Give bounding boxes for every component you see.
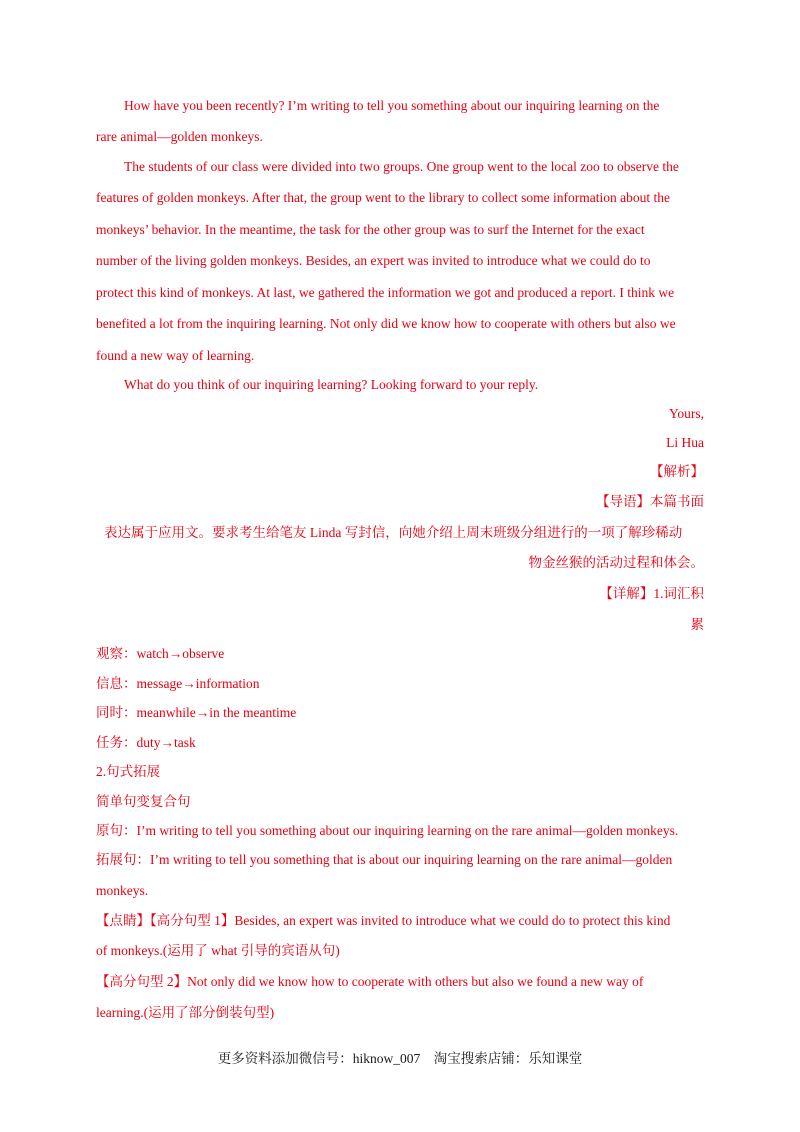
highlight-sentence: learning.(运用了部分倒装句型) [96, 1005, 275, 1020]
page-footer: 更多资料添加微信号：hiknow_007 淘宝搜索店铺：乐知课堂 [217, 1051, 583, 1066]
letter-line: rare animal—golden monkeys. [96, 129, 263, 144]
expanded-sentence: monkeys. [96, 883, 149, 898]
analysis-line: 表达属于应用文。要求考生给笔友 Linda 写封信，向她介绍上周末班级分组进行的一项了解珍稀动 [104, 525, 683, 540]
original-sentence: 原句：I’m writing to tell you something about our inquiring learning on the rare animal—golden monkeys. [96, 823, 679, 838]
highlight-sentence: 【点睛】【高分句型 1】Besides, an expert was invited to introduce what we could do to protect this kind [96, 913, 671, 928]
vocab-item: 信息：message→information [96, 676, 260, 691]
highlight-sentence: of monkeys.(运用了 what 引导的宾语从句) [96, 943, 340, 958]
analysis-line: 累 [690, 617, 704, 632]
analysis-line: 【导语】本篇书面 [596, 494, 704, 509]
analysis-line: 物金丝猴的活动过程和体会。 [528, 555, 704, 570]
vocab-item: 同时：meanwhile→in the meantime [96, 705, 297, 720]
sentence-subheading: 简单句变复合句 [96, 794, 191, 809]
letter-line: features of golden monkeys. After that, the group went to the library to collect some information about the [96, 190, 670, 205]
letter-signature: Li Hua [666, 435, 704, 450]
letter-line: benefited a lot from the inquiring learning. Not only did we know how to cooperate with others but also we [96, 316, 676, 331]
sentence-heading: 2.句式拓展 [96, 764, 161, 779]
vocab-item: 任务：duty→task [96, 735, 196, 750]
vocab-item: 观察：watch→observe [96, 646, 225, 661]
letter-line: The students of our class were divided into two groups. One group went to the local zoo to observe the [124, 159, 679, 174]
letter-closing: Yours, [668, 406, 704, 421]
expanded-sentence: 拓展句：I’m writing to tell you something that is about our inquiring learning on the rare animal—golden [96, 852, 673, 867]
highlight-sentence: 【高分句型 2】Not only did we know how to cooperate with others but also we found a new way of [96, 974, 644, 989]
letter-line: monkeys’ behavior. In the meantime, the task for the other group was to surf the Internet for the exact [96, 222, 645, 237]
letter-line: found a new way of learning. [96, 348, 255, 363]
letter-line: protect this kind of monkeys. At last, we gathered the information we got and produced a report. I think we [96, 285, 675, 300]
letter-line: number of the living golden monkeys. Besides, an expert was invited to introduce what we could do to [96, 253, 651, 268]
analysis-line: 【详解】1.词汇积 [599, 586, 704, 601]
analysis-heading: 【解析】 [650, 464, 704, 479]
letter-line: What do you think of our inquiring learning? Looking forward to your reply. [124, 377, 539, 392]
letter-line: How have you been recently? I’m writing to tell you something about our inquiring learning on the [124, 98, 660, 113]
